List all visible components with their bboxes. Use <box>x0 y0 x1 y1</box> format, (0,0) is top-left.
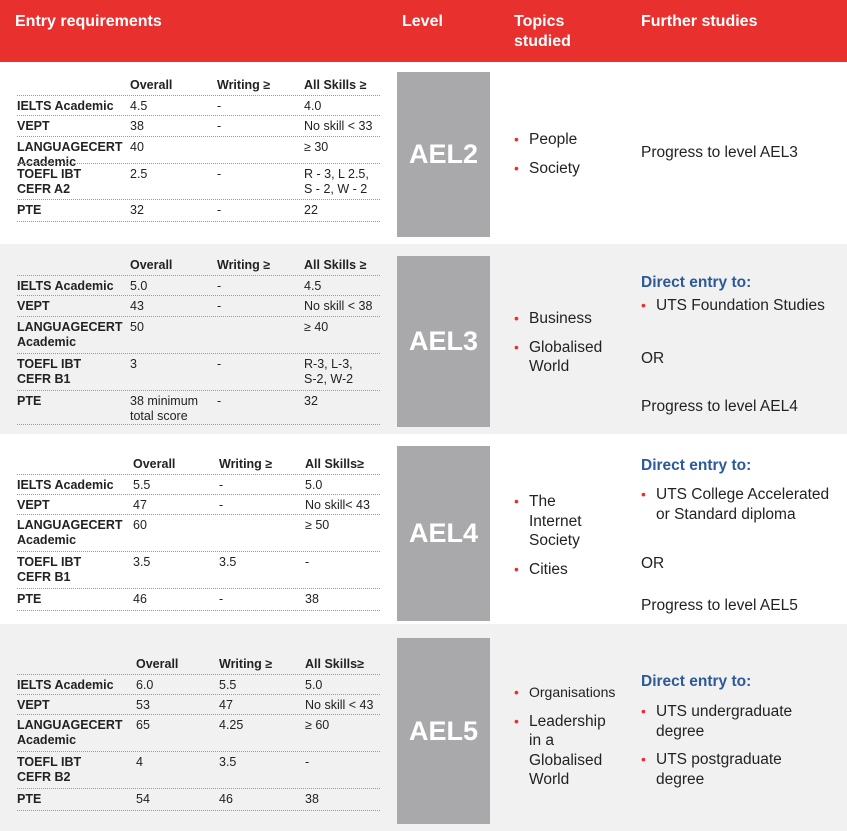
level-badge: AEL2 <box>397 72 490 237</box>
table-bottom-rule <box>17 424 380 425</box>
topic-label: People <box>529 131 578 148</box>
writing-score: - <box>217 99 222 113</box>
column-overall: Overall <box>130 258 173 272</box>
further-study-item <box>641 750 841 789</box>
all-skills-score: - <box>305 555 310 569</box>
table-row <box>17 514 380 551</box>
overall-score: 40 <box>130 140 144 154</box>
all-skills-score: 38 <box>305 592 319 606</box>
entry-requirements-table <box>17 258 380 425</box>
writing-score: - <box>217 279 222 293</box>
bullet-icon: • <box>641 297 646 313</box>
test-name: LANGUAGECERT Academic <box>17 718 123 747</box>
writing-score: 4.25 <box>219 718 244 732</box>
header-topics-studied: Topics studied <box>514 13 571 50</box>
table-row <box>17 674 380 694</box>
all-skills-score: 38 <box>305 792 319 806</box>
further-item-label: UTS College Accelerated or Standard diploma <box>656 486 830 523</box>
header-level: Level <box>402 13 443 30</box>
column-all-skills: All Skills ≥ <box>304 258 367 272</box>
all-skills-score: No skill < 43 <box>305 698 374 712</box>
test-name: PTE <box>17 792 42 806</box>
column-writing: Writing ≥ <box>219 657 273 671</box>
writing-score: 47 <box>219 698 233 712</box>
table-row <box>17 316 380 353</box>
overall-score: 60 <box>133 518 147 532</box>
table-bottom-rule <box>17 610 380 611</box>
requirements-column-headers <box>17 78 380 95</box>
overall-score: 2.5 <box>130 167 148 181</box>
overall-score: 5.0 <box>130 279 148 293</box>
table-row <box>17 199 380 221</box>
column-all-skills: All Skills≥ <box>305 657 364 671</box>
overall-score: 46 <box>133 592 147 606</box>
topic-label: Globalised World <box>529 338 603 375</box>
overall-score: 5.5 <box>133 478 151 492</box>
column-overall: Overall <box>136 657 179 671</box>
all-skills-score: ≥ 50 <box>305 518 330 532</box>
writing-score: - <box>219 478 224 492</box>
overall-score: 47 <box>133 498 147 512</box>
all-skills-score: 4.5 <box>304 279 322 293</box>
all-skills-score: No skill < 38 <box>304 299 373 313</box>
writing-score: - <box>217 203 222 217</box>
test-name: IELTS Academic <box>17 279 114 293</box>
topic-item <box>514 130 624 150</box>
overall-score: 3.5 <box>133 555 151 569</box>
column-overall: Overall <box>133 457 176 471</box>
table-row <box>17 353 380 390</box>
test-name: TOEFL IBT CEFR A2 <box>17 167 82 196</box>
writing-score: - <box>217 299 222 313</box>
all-skills-score: - <box>305 755 310 769</box>
table-row <box>17 115 380 136</box>
table-row <box>17 494 380 514</box>
table-row <box>17 694 380 714</box>
entry-requirements-table <box>17 457 380 611</box>
table-row <box>17 588 380 610</box>
writing-score: 3.5 <box>219 755 237 769</box>
direct-entry-heading: Direct entry to: <box>641 274 752 291</box>
table-row <box>17 295 380 316</box>
test-name: TOEFL IBT CEFR B1 <box>17 357 82 386</box>
writing-score: 3.5 <box>219 555 237 569</box>
test-name: TOEFL IBT CEFR B2 <box>17 755 82 784</box>
table-row <box>17 714 380 751</box>
all-skills-score: 4.0 <box>304 99 322 113</box>
writing-score: - <box>217 119 222 133</box>
bullet-icon: • <box>641 703 646 719</box>
column-overall: Overall <box>130 78 173 92</box>
test-name: VEPT <box>17 299 50 313</box>
requirements-column-headers <box>17 657 380 674</box>
bullet-icon: • <box>514 310 519 326</box>
test-name: TOEFL IBT CEFR B1 <box>17 555 82 584</box>
bullet-icon: • <box>514 493 519 509</box>
bullet-icon: • <box>514 159 519 176</box>
all-skills-score: 5.0 <box>305 478 323 492</box>
writing-score: 46 <box>219 792 233 806</box>
overall-score: 38 minimum total score <box>130 394 199 423</box>
topic-item <box>514 683 624 703</box>
topic-label: Society <box>529 159 580 177</box>
further-study-item <box>641 296 841 316</box>
further-study-item <box>641 485 841 524</box>
all-skills-score: 32 <box>304 394 318 408</box>
table-row <box>17 275 380 295</box>
bullet-icon: • <box>514 560 519 577</box>
test-name: LANGUAGECERT Academic <box>17 320 123 349</box>
all-skills-score: 22 <box>304 203 318 217</box>
requirements-column-headers <box>17 457 380 474</box>
entry-requirements-table <box>17 657 380 811</box>
column-writing: Writing ≥ <box>219 457 273 471</box>
topics-list <box>514 683 624 799</box>
further-item-label: UTS Foundation Studies <box>656 297 825 314</box>
writing-score: - <box>217 394 222 408</box>
bullet-icon: • <box>514 131 519 147</box>
topics-list <box>514 309 624 386</box>
all-skills-score: No skill< 43 <box>305 498 370 512</box>
all-skills-score: 5.0 <box>305 678 323 692</box>
overall-score: 54 <box>136 792 150 806</box>
topic-item <box>514 712 624 790</box>
table-header <box>0 0 847 62</box>
header-entry-requirements: Entry requirements <box>15 13 162 30</box>
all-skills-score: R-3, L-3, S-2, W-2 <box>304 357 354 386</box>
writing-score: - <box>219 592 224 606</box>
overall-score: 6.0 <box>136 678 154 692</box>
further-study-item <box>641 702 841 741</box>
overall-score: 43 <box>130 299 144 313</box>
topic-label: Business <box>529 310 592 327</box>
all-skills-score: R - 3, L 2.5, S - 2, W - 2 <box>304 167 369 196</box>
table-row <box>17 751 380 788</box>
table-row <box>17 136 380 169</box>
overall-score: 32 <box>130 203 144 217</box>
overall-score: 4 <box>136 755 143 769</box>
topic-label: Leadership in a Globalised World <box>529 712 606 788</box>
writing-score: - <box>217 357 222 371</box>
level-badge: AEL3 <box>397 256 490 427</box>
progress-next-level: Progress to level AEL4 <box>641 398 798 415</box>
overall-score: 3 <box>130 357 137 371</box>
table-row <box>17 390 380 424</box>
topic-label: The Internet Society <box>529 493 582 549</box>
topic-item <box>514 492 624 551</box>
all-skills-score: ≥ 40 <box>304 320 329 334</box>
entry-requirements-table <box>17 78 380 222</box>
header-further-studies: Further studies <box>641 13 758 30</box>
test-name: IELTS Academic <box>17 99 114 113</box>
level-badge: AEL4 <box>397 446 490 621</box>
writing-score: - <box>217 167 222 181</box>
requirements-column-headers <box>17 258 380 275</box>
overall-score: 65 <box>136 718 150 732</box>
column-writing: Writing ≥ <box>217 258 271 272</box>
all-skills-score: No skill < 33 <box>304 119 373 133</box>
writing-score: - <box>219 498 224 512</box>
writing-score: 5.5 <box>219 678 237 692</box>
bullet-icon: • <box>641 751 646 767</box>
table-row <box>17 551 380 588</box>
progress-next-level: Progress to level AEL5 <box>641 597 798 614</box>
further-item-label: UTS postgraduate degree <box>656 751 782 788</box>
column-all-skills: All Skills ≥ <box>304 78 367 92</box>
test-name: LANGUAGECERT Academic <box>17 140 123 169</box>
direct-entry-heading: Direct entry to: <box>641 457 752 474</box>
table-row <box>17 163 380 199</box>
table-row <box>17 95 380 115</box>
further-item-label: UTS undergraduate degree <box>656 703 793 740</box>
topic-label: Organisations <box>529 684 616 700</box>
test-name: IELTS Academic <box>17 678 114 692</box>
table-row <box>17 788 380 810</box>
progress-next-level: Progress to level AEL3 <box>641 144 798 161</box>
test-name: VEPT <box>17 498 50 512</box>
overall-score: 53 <box>136 698 150 712</box>
topic-item <box>514 338 624 377</box>
or-separator: OR <box>641 350 665 367</box>
bullet-icon: • <box>641 486 646 502</box>
column-all-skills: All Skills≥ <box>305 457 364 471</box>
test-name: VEPT <box>17 698 50 712</box>
or-separator: OR <box>641 555 665 572</box>
test-name: PTE <box>17 394 42 408</box>
bullet-icon: • <box>514 684 519 700</box>
table-row <box>17 474 380 494</box>
test-name: PTE <box>17 592 42 606</box>
level-badge: AEL5 <box>397 638 490 824</box>
all-skills-score: ≥ 60 <box>305 718 330 732</box>
topic-item <box>514 309 624 329</box>
topic-label: Cities <box>529 560 568 578</box>
test-name: PTE <box>17 203 42 217</box>
topics-list <box>514 492 624 588</box>
all-skills-score: ≥ 30 <box>304 140 329 154</box>
test-name: LANGUAGECERT Academic <box>17 518 123 547</box>
test-name: IELTS Academic <box>17 478 114 492</box>
overall-score: 50 <box>130 320 144 334</box>
direct-entry-heading: Direct entry to: <box>641 673 752 690</box>
bullet-icon: • <box>514 338 519 355</box>
table-bottom-rule <box>17 221 380 222</box>
bullet-icon: • <box>514 712 519 729</box>
topic-item <box>514 560 624 580</box>
column-writing: Writing ≥ <box>217 78 271 92</box>
table-bottom-rule <box>17 810 380 811</box>
test-name: VEPT <box>17 119 50 133</box>
overall-score: 4.5 <box>130 99 148 113</box>
topic-item <box>514 159 624 179</box>
topics-list <box>514 130 624 187</box>
overall-score: 38 <box>130 119 144 133</box>
